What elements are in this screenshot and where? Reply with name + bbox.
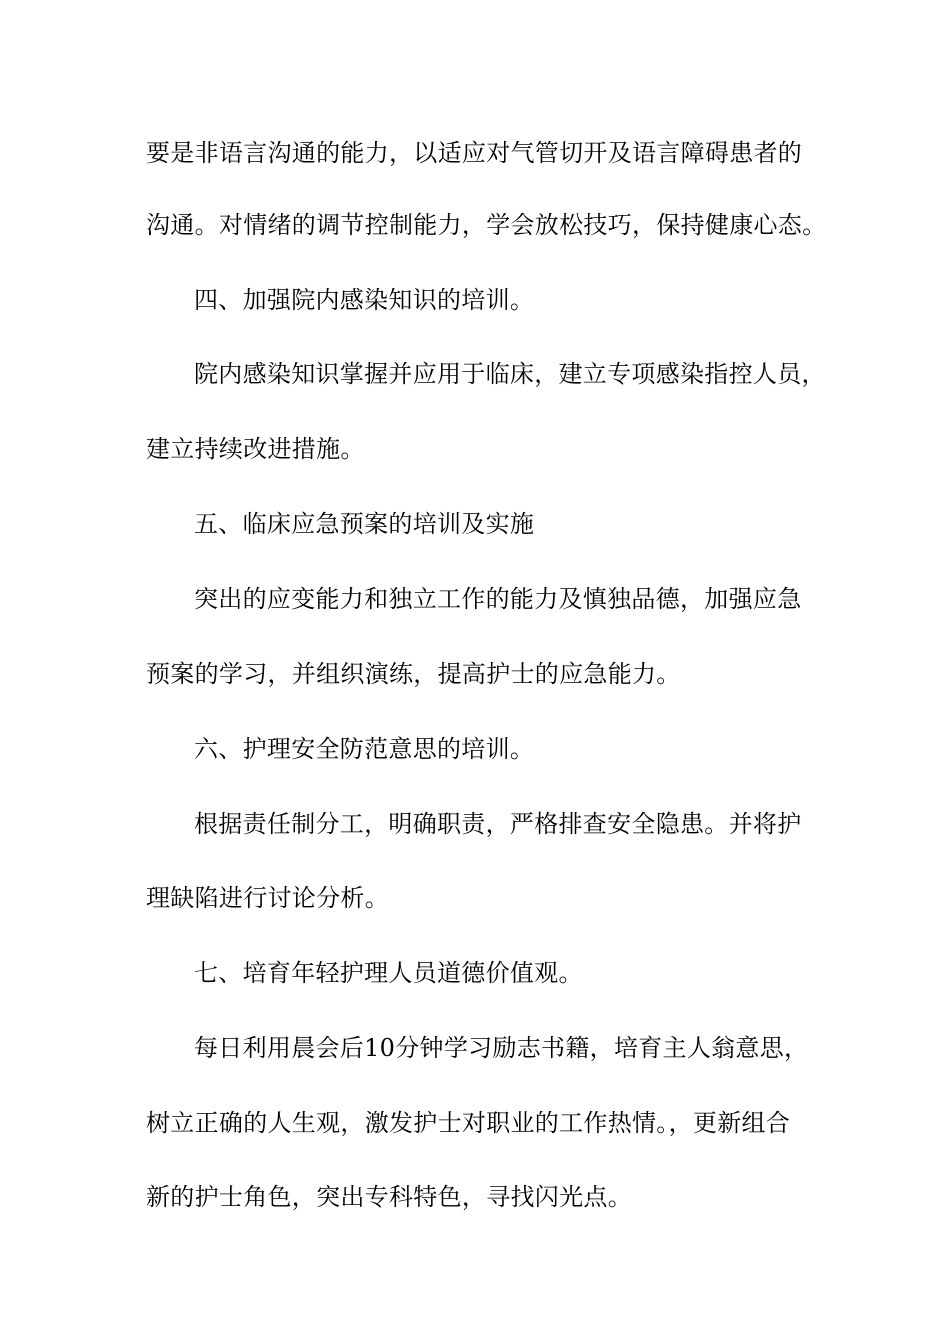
text-line-10: 根据责任制分工，明确职责，严格排查安全隐患。并将护 [194, 810, 802, 838]
text-line-1: 要是非语言沟通的能力，以适应对气管切开及语言障碍患者的 [146, 139, 803, 167]
text-line-7: 突出的应变能力和独立工作的能力及慎独品德，加强应急 [194, 585, 802, 613]
text-line-2: 沟通。对情绪的调节控制能力，学会放松技巧，保持健康心态。 [146, 211, 827, 239]
text-line-4: 院内感染知识掌握并应用于临床，建立专项感染指控人员， [194, 360, 826, 388]
text-line-8: 预案的学习，并组织演练，提高护士的应急能力。 [146, 660, 681, 688]
text-line-13: 每日利用晨会后10分钟学习励志书籍，培育主人翁意思， [194, 1034, 809, 1062]
text-line-15: 新的护士角色，突出专科特色，寻找闪光点。 [146, 1183, 632, 1211]
text-line-11: 理缺陷进行讨论分析。 [146, 884, 389, 912]
text-line-5: 建立持续改进措施。 [146, 435, 365, 463]
section-heading-4: 四、加强院内感染知识的培训。 [194, 286, 535, 314]
section-heading-5: 五、临床应急预案的培训及实施 [194, 510, 535, 538]
section-heading-6: 六、护理安全防范意思的培训。 [194, 735, 535, 763]
text-line-14: 树立正确的人生观，激发护士对职业的工作热情。，更新组合 [146, 1109, 791, 1137]
section-heading-7: 七、培育年轻护理人员道德价值观。 [194, 959, 583, 987]
